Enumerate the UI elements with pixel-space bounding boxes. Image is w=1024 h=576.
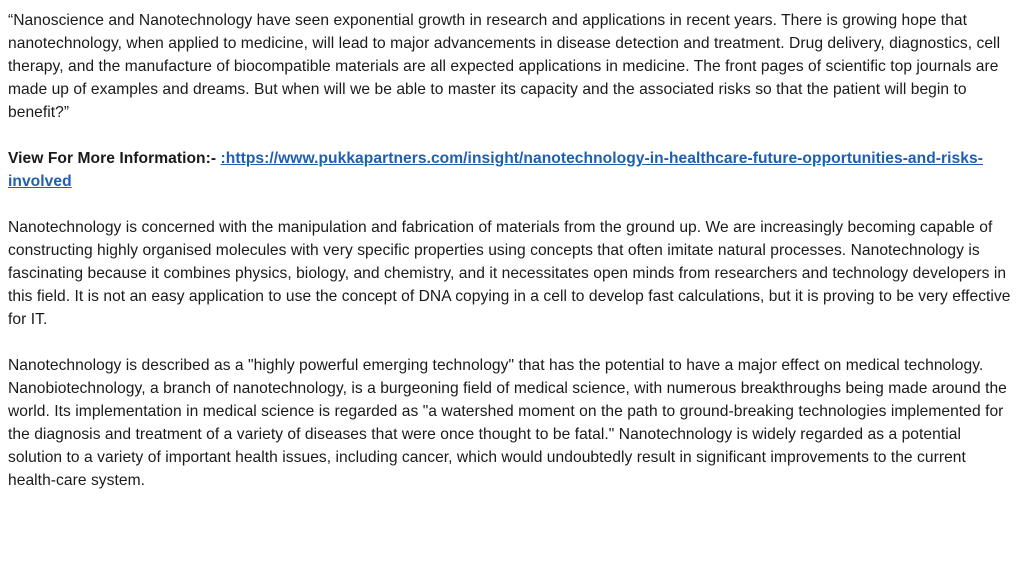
- body-paragraph-2: Nanotechnology is described as a "highly powerful emerging technology" that has the potential to have a major effect on medical technology. Nanobiotechnology, a branch of nanotechnology, is a burgeoning field of medical science, with numerous breakthroughs being made around the world. Its implementation in medical science is regarded as "a watershed moment on the path to ground-breaking technologies implemented for the diagnosis and treatment of a variety of diseases that were once thought to be fatal." Nanotechnology is widely regarded as a potential solution to a variety of important health issues, including cancer, which would undoubtedly result in significant improvements to the current health-care system.: [8, 357, 1007, 489]
- more-info-link[interactable]: :https://www.pukkapartners.com/insight/nanotechnology-in-healthcare-future-opportunities-and-risks-involved: [8, 150, 983, 190]
- paragraph-spacer: [8, 124, 1016, 147]
- more-info-line: [8, 147, 1016, 193]
- paragraph-spacer: [8, 193, 1016, 216]
- paragraph-spacer: [8, 331, 1016, 354]
- quote-paragraph: “Nanoscience and Nanotechnology have seen exponential growth in research and applications in recent years. There is growing hope that nanotechnology, when applied to medicine, will lead to major advancements in disease detection and treatment. Drug delivery, diagnostics, cell therapy, and the manufacture of biocompatible materials are all expected applications in medicine. The front pages of scientific top journals are made up of examples and dreams. But when will we be able to master its capacity and the associated risks so that the patient will begin to benefit?”: [8, 12, 1001, 121]
- more-info-label: View For More Information:-: [8, 150, 221, 167]
- body-paragraph-1: Nanotechnology is concerned with the manipulation and fabrication of materials from the ground up. We are increasingly becoming capable of constructing highly organised molecules with very specific properties using concepts that often imitate natural processes. Nanotechnology is fascinating because it combines physics, biology, and chemistry, and it necessitates open minds from researchers and technology developers in this field. It is not an easy application to use the concept of DNA copying in a cell to develop fast calculations, but it is proving to be very effective for IT.: [8, 219, 1011, 328]
